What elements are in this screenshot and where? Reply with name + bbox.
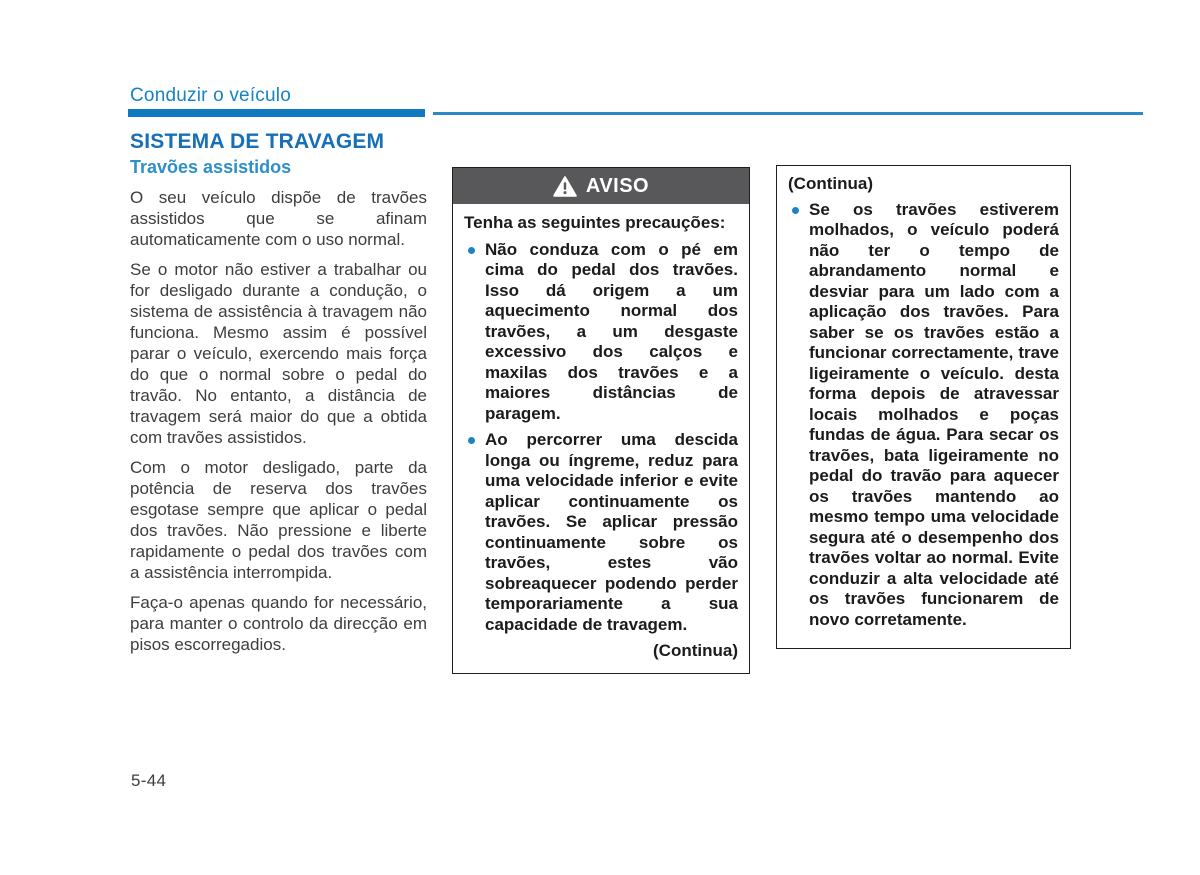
body-paragraph: Se o motor não estiver a trabalhar ou for desligado durante a condução, o sistema de assistência à travagem não funciona. Mesmo assim é possível parar o veículo, exercendo mais força do que o normal sobre o pedal do travão. No entanto, a distância de travagem será maior do que a obtida com travões assistidos. bbox=[130, 260, 427, 447]
header-rule-thick bbox=[128, 109, 425, 117]
warning-box-title: AVISO bbox=[585, 174, 650, 197]
left-column bbox=[130, 130, 427, 664]
warning-box bbox=[452, 167, 750, 674]
continua-label: (Continua) bbox=[788, 174, 873, 193]
body-paragraph: O seu veículo dispõe de travões assistidos que se afinam automaticamente com o uso normal. bbox=[130, 188, 427, 249]
page-title: SISTEMA DE TRAVAGEM bbox=[130, 130, 385, 153]
warning-bullet-list bbox=[464, 240, 738, 636]
body-paragraph: Faça-o apenas quando for necessário, para manter o controlo da direcção em pisos escorregadios. bbox=[130, 593, 427, 654]
header-rule-thin bbox=[433, 112, 1143, 115]
warning-box-body bbox=[453, 204, 749, 672]
page-number: 5-44 bbox=[131, 771, 167, 790]
continuation-box-body bbox=[777, 166, 1070, 646]
warning-continuation-box bbox=[776, 165, 1071, 649]
chapter-header: Conduzir o veículo bbox=[130, 85, 291, 106]
warning-triangle-icon bbox=[553, 176, 577, 197]
warning-box-header bbox=[453, 168, 749, 204]
body-paragraph: Com o motor desligado, parte da potência de reserva dos travões esgotase sempre que aplicar o pedal dos travões. Não pressione e liberte rapidamente o pedal dos travões com a assistência interrompida. bbox=[130, 458, 427, 582]
section-subtitle: Travões assistidos bbox=[130, 157, 292, 177]
continuation-bullet-list bbox=[788, 200, 1059, 631]
continuation-bullet: Se os travões estiverem molhados, o veículo poderá não ter o tempo de abrandamento normal e desviar para um lado com a aplicação dos travões. Para saber se os travões estão a funcionar correctamente, trave ligeiramente o veículo. desta forma depois de atravessar locais molhados e poças fundas de água. Para secar os travões, bata ligeiramente no pedal do travão para aquecer os travões mantendo ao mesmo tempo uma velocidade segura até o desempenho dos travões voltar ao normal. Evite conduzir a alta velocidade até os travões funcionarem de novo corretamente. bbox=[788, 200, 1059, 631]
warning-bullet: Ao percorrer uma descida longa ou íngreme, reduz para uma velocidade inferior e evite aplicar continuamente os travões. Se aplicar pressão continuamente sobre os travões, estes vão sobreaquecer podendo perder temporariamente a sua capacidade de travagem. bbox=[464, 430, 738, 635]
warning-bullet: Não conduza com o pé em cima do pedal dos travões. Isso dá origem a um aquecimento normal dos travões, a um desgaste excessivo dos calços e maxilas dos travões e a maiores distâncias de paragem. bbox=[464, 240, 738, 425]
continua-label: (Continua) bbox=[653, 641, 738, 660]
warning-intro: Tenha as seguintes precauções: bbox=[464, 213, 726, 232]
